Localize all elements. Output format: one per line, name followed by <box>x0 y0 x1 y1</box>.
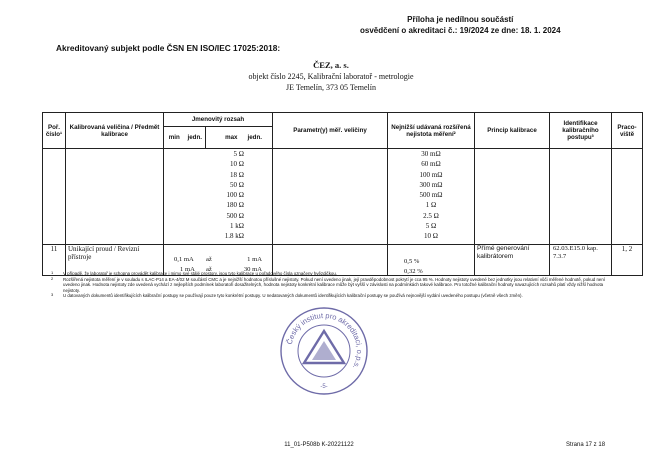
row-site: 1, 2 <box>612 245 643 276</box>
col-principle-header: Princip kalibrace <box>475 113 550 149</box>
annex-header <box>360 14 561 36</box>
cmc-value: 300 mΩ <box>419 180 443 189</box>
col-no-header: Poř. číslo¹ <box>43 113 66 149</box>
range-value: 5 Ω <box>233 150 244 158</box>
cmc-value: 100 mΩ <box>419 170 443 179</box>
annex-line2: osvědčení o akreditaci č.: 19/2024 ze dne: 18. 1. 2024 <box>360 26 561 35</box>
object-line: objekt číslo 2245, Kalibrační laboratoř - metrologie <box>248 72 414 81</box>
range-min1: 0,1 mA <box>174 256 194 263</box>
row-principle: Přímé generování kalibrátorem <box>475 245 550 276</box>
footnotes <box>51 271 621 299</box>
address-line: JE Temelín, 373 05 Temelín <box>286 83 376 92</box>
cmc-values-cell <box>388 149 475 245</box>
col-unit2-header: jedn. <box>238 127 273 149</box>
range-to1: až <box>206 256 212 263</box>
company-name: ČEZ, a. s. <box>313 60 349 70</box>
range-value: 1.8 kΩ <box>224 232 244 241</box>
col-id-header: Identifikace kalibračního postupu³ <box>550 113 612 149</box>
accredited-subject: Akreditovaný subjekt podle ČSN EN ISO/IEC 17025:2018: <box>56 43 281 53</box>
cmc-value: 5 Ω <box>425 222 437 231</box>
page-number: Strana 17 z 18 <box>566 442 606 448</box>
range-max2: 30 mA <box>243 266 262 273</box>
range-value: 18 Ω <box>230 170 244 179</box>
range-max1: 1 mA <box>247 256 262 263</box>
stamp-mark: -5- <box>320 384 328 390</box>
accreditation-stamp <box>278 305 370 397</box>
cmc-value: 30 mΩ <box>421 150 441 158</box>
col-params-header: Parametr(y) měř. veličiny <box>273 113 388 149</box>
cmc-value: 2.5 Ω <box>423 211 439 220</box>
stamp-ring-text: Český institut pro akreditaci, o.p.s. <box>284 310 365 371</box>
document-code: 11_01-P508b K-20221122 <box>284 442 354 448</box>
cmc-row11-2: 0,32 % <box>404 268 423 275</box>
range-values-cell <box>164 149 273 245</box>
cmc-value: 60 mΩ <box>421 160 441 169</box>
col-unit1-header: jedn. <box>185 127 206 149</box>
range-to2: až <box>206 266 212 273</box>
range-value: 100 Ω <box>226 191 244 200</box>
calibration-table <box>42 112 643 276</box>
col-min-header: min <box>164 127 185 149</box>
footnote: 3 U datovaných dokumentů identifikujících kalibrační postupy se používají pouze tyto konkrétní postupy. U nedatovaných dokumentů identifikujících kalibrační postupy se používá nejnovější vydání uvedeného postupu (včetně všech změn). <box>51 292 523 299</box>
footnote: 1 V případě, že laboratoř je schopna provádět kalibrace i mimo své stálé prostory, jsou tyto kalibrace u pořadového čísla označeny hvězdičkou. <box>51 270 337 276</box>
range-value: 500 Ω <box>226 211 244 220</box>
range-value: 10 Ω <box>230 160 244 169</box>
range-value: 50 Ω <box>230 180 244 189</box>
cmc-value: 1 Ω <box>425 201 437 210</box>
cmc-value: 10 Ω <box>424 232 438 241</box>
cmc-value: 500 mΩ <box>419 191 443 200</box>
col-quantity-header: Kalibrovaná veličina / Předmět kalibrace <box>66 113 164 149</box>
row-procedure-id: 62.03.E15.0 kap. 7.3.7 <box>550 245 612 276</box>
col-cmc-header: Nejnižší udávaná rozšířená nejistota měření² <box>388 113 475 149</box>
range-value: 180 Ω <box>226 201 244 210</box>
footnote: 2 Rozšířená nejistota měření je v souladu s ILAC-P14 a EA-4/02 M součástí CMC a je nejnižší hodnotou příslušné nejistoty. Pokud není uvedeno jinak, její pravděpodobnost pokrytí je cca 95 %. Hodnoty nejistoty uvedené bez jednotky jsou relativní vůči měřené hodnotě, pokud není uvedeno jinak. Hodnota nejistoty zde uvedená vychází z nejlepších podmínek laboratoři dosažitelných, hodnota nejistoty konkrétní kalibrace může být vyšší v závislosti na podmínkách takové kalibrace. Pro totožné kalibrační hodnoty navazujících rozsahů platí vždy nižší hodnota nejistoty. <box>51 275 605 293</box>
annex-line1: Příloha je nedílnou součástí <box>407 15 514 24</box>
range-value: 1 kΩ <box>230 222 244 231</box>
range-min2: 1 mA <box>180 266 195 273</box>
col-site-header: Praco-viště <box>612 113 643 149</box>
col-max-header: max <box>206 127 238 149</box>
row-quantity: Unikající proud / Revizní přístroje <box>66 245 164 276</box>
col-range-header: Jmenovitý rozsah <box>164 113 273 127</box>
row-number: 11 <box>43 245 66 276</box>
cmc-row11-1: 0,5 % <box>404 258 420 265</box>
